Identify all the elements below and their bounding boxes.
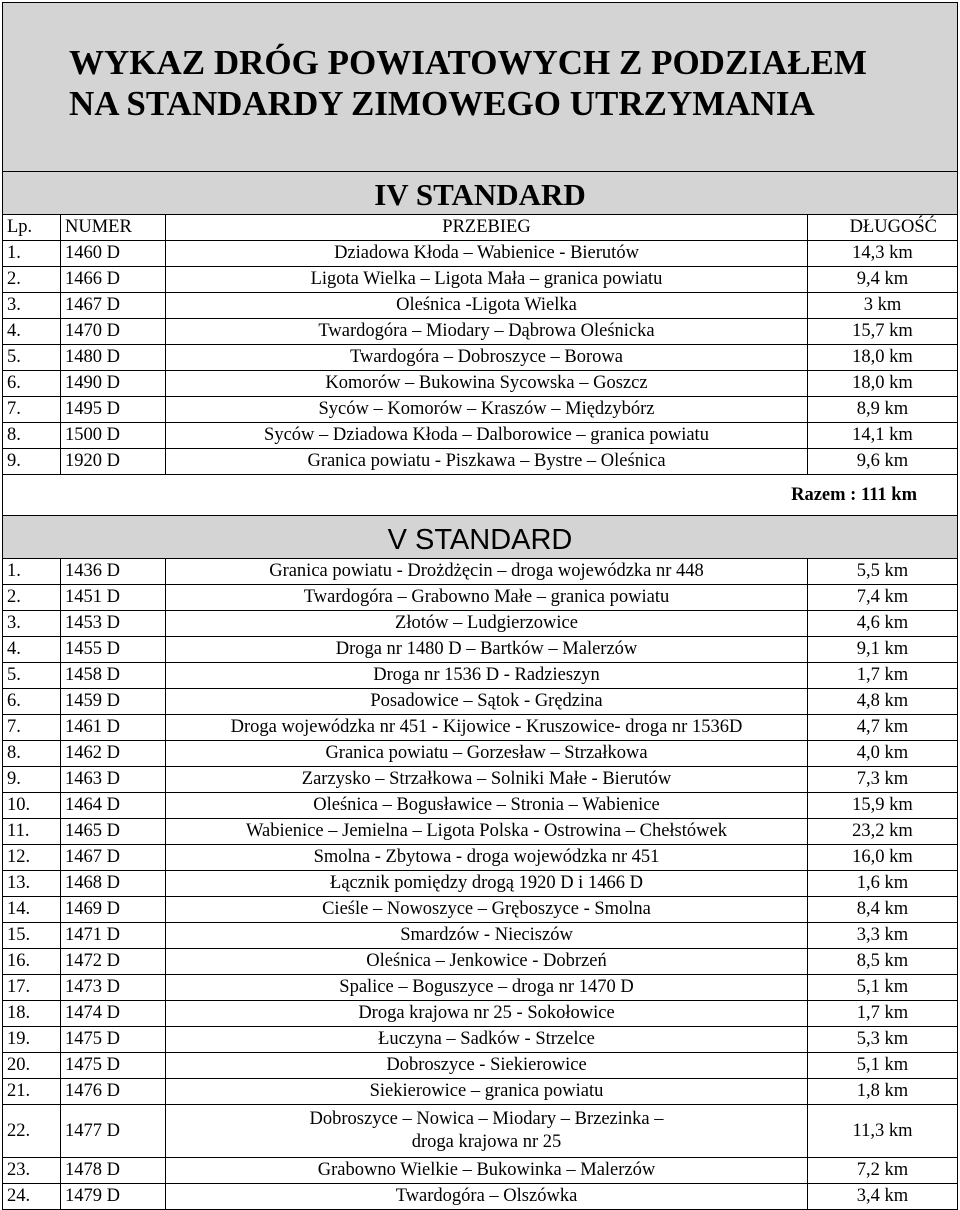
std4-lp-cell: 9.: [3, 449, 61, 475]
title-line-1: WYKAZ DRÓG POWIATOWYCH Z PODZIAŁEM: [69, 43, 867, 82]
std4-przebieg-cell: Komorów – Bukowina Sycowska – Goszcz: [166, 371, 808, 397]
header-przebieg: PRZEBIEG: [166, 215, 808, 241]
std5-numer-cell: 1459 D: [61, 689, 166, 715]
std5-lp-cell: 21.: [3, 1079, 61, 1105]
std5-lp-cell: 11.: [3, 819, 61, 845]
table-row: [3, 267, 958, 293]
std5-dlugosc-cell: 4,0 km: [808, 741, 958, 767]
std4-dlugosc-cell: 18,0 km: [808, 345, 958, 371]
std4-lp-cell: 6.: [3, 371, 61, 397]
std5-przebieg-cell: Granica powiatu - Drożdżęcin – droga wojewódzka nr 448: [166, 559, 808, 585]
std5-numer-cell: 1477 D: [61, 1105, 166, 1158]
standard-v-heading-row: [3, 516, 958, 559]
std4-przebieg-cell: Syców – Dziadowa Kłoda – Dalborowice – granica powiatu: [166, 423, 808, 449]
std5-dlugosc-cell: 5,3 km: [808, 1027, 958, 1053]
header-lp: Lp.: [3, 215, 61, 241]
std5-lp-cell: 12.: [3, 845, 61, 871]
document-title: [3, 3, 958, 172]
table-row: [3, 241, 958, 267]
std4-lp-cell: 8.: [3, 423, 61, 449]
table-row: [3, 819, 958, 845]
table-row: [3, 345, 958, 371]
std5-przebieg-cell: Granica powiatu – Gorzesław – Strzałkowa: [166, 741, 808, 767]
std5-dlugosc-cell: 9,1 km: [808, 637, 958, 663]
przebieg-line-1: Dobroszyce – Nowica – Miodary – Brzezinka –: [309, 1109, 664, 1129]
std5-lp-cell: 5.: [3, 663, 61, 689]
std5-lp-cell: 4.: [3, 637, 61, 663]
przebieg-line-2: droga krajowa nr 25: [411, 1132, 562, 1152]
std5-przebieg-cell: Droga krajowa nr 25 - Sokołowice: [166, 1001, 808, 1027]
std5-lp-cell: 22.: [3, 1105, 61, 1158]
std5-numer-cell: 1475 D: [61, 1027, 166, 1053]
std5-lp-cell: 19.: [3, 1027, 61, 1053]
std5-przebieg-cell: Oleśnica – Jenkowice - Dobrzeń: [166, 949, 808, 975]
table-row: [3, 1001, 958, 1027]
std5-dlugosc-cell: 4,7 km: [808, 715, 958, 741]
std5-przebieg-cell: Siekierowice – granica powiatu: [166, 1079, 808, 1105]
std4-lp-cell: 5.: [3, 345, 61, 371]
std5-przebieg-cell: [166, 1105, 808, 1158]
std5-dlugosc-cell: 23,2 km: [808, 819, 958, 845]
std5-lp-cell: 2.: [3, 585, 61, 611]
standard-iv-heading: IV STANDARD: [3, 172, 958, 215]
table-row: [3, 1079, 958, 1105]
std4-numer-cell: 1490 D: [61, 371, 166, 397]
table-row: [3, 1158, 958, 1184]
std4-numer-cell: 1460 D: [61, 241, 166, 267]
std5-lp-cell: 15.: [3, 923, 61, 949]
std4-lp-cell: 1.: [3, 241, 61, 267]
std4-lp-cell: 3.: [3, 293, 61, 319]
std5-przebieg-cell: Cieśle – Nowoszyce – Gręboszyce - Smolna: [166, 897, 808, 923]
road-table: [2, 2, 958, 1210]
table-row: [3, 1027, 958, 1053]
std5-numer-cell: 1469 D: [61, 897, 166, 923]
std4-przebieg-cell: Syców – Komorów – Kraszów – Międzybórz: [166, 397, 808, 423]
std5-przebieg-cell: Smardzów - Nieciszów: [166, 923, 808, 949]
table-row: [3, 767, 958, 793]
std5-przebieg-cell: Twardogóra – Grabowno Małe – granica powiatu: [166, 585, 808, 611]
std5-przebieg-cell: Droga wojewódzka nr 451 - Kijowice - Kruszowice- droga nr 1536D: [166, 715, 808, 741]
table-row: [3, 845, 958, 871]
std4-numer-cell: 1466 D: [61, 267, 166, 293]
std5-numer-cell: 1478 D: [61, 1158, 166, 1184]
std4-lp-cell: 4.: [3, 319, 61, 345]
std5-numer-cell: 1455 D: [61, 637, 166, 663]
header-dlugosc: DŁUGOŚĆ: [808, 215, 958, 241]
table-row: [3, 559, 958, 585]
std5-dlugosc-cell: 5,1 km: [808, 975, 958, 1001]
std5-dlugosc-cell: 7,3 km: [808, 767, 958, 793]
table-row: [3, 611, 958, 637]
std4-numer-cell: 1467 D: [61, 293, 166, 319]
standard-v-heading: V STANDARD: [3, 516, 958, 559]
table-row: [3, 871, 958, 897]
std4-dlugosc-cell: 9,6 km: [808, 449, 958, 475]
standard-iv-total: Razem : 111 km: [3, 475, 958, 516]
column-header-row: [3, 215, 958, 241]
header-numer: NUMER: [61, 215, 166, 241]
std4-numer-cell: 1495 D: [61, 397, 166, 423]
std5-dlugosc-cell: 3,3 km: [808, 923, 958, 949]
table-row: [3, 585, 958, 611]
table-row: [3, 663, 958, 689]
std5-numer-cell: 1461 D: [61, 715, 166, 741]
std5-przebieg-cell: Grabowno Wielkie – Bukowinka – Malerzów: [166, 1158, 808, 1184]
std5-lp-cell: 6.: [3, 689, 61, 715]
std5-numer-cell: 1468 D: [61, 871, 166, 897]
std4-dlugosc-cell: 8,9 km: [808, 397, 958, 423]
table-row: [3, 1184, 958, 1210]
std4-dlugosc-cell: 15,7 km: [808, 319, 958, 345]
table-row: [3, 741, 958, 767]
table-row: [3, 949, 958, 975]
std5-numer-cell: 1467 D: [61, 845, 166, 871]
table-row: [3, 715, 958, 741]
title-row: [3, 3, 958, 172]
std5-lp-cell: 9.: [3, 767, 61, 793]
std5-dlugosc-cell: 5,5 km: [808, 559, 958, 585]
std5-numer-cell: 1464 D: [61, 793, 166, 819]
std5-lp-cell: 3.: [3, 611, 61, 637]
std5-dlugosc-cell: 7,4 km: [808, 585, 958, 611]
std5-lp-cell: 23.: [3, 1158, 61, 1184]
table-row: [3, 293, 958, 319]
std5-lp-cell: 18.: [3, 1001, 61, 1027]
std4-lp-cell: 2.: [3, 267, 61, 293]
std5-przebieg-cell: Wabienice – Jemielna – Ligota Polska - Ostrowina – Chełstówek: [166, 819, 808, 845]
std5-dlugosc-cell: 15,9 km: [808, 793, 958, 819]
std5-przebieg-cell: Oleśnica – Bogusławice – Stronia – Wabienice: [166, 793, 808, 819]
std5-dlugosc-cell: 16,0 km: [808, 845, 958, 871]
standard-iv-total-row: [3, 475, 958, 516]
std5-numer-cell: 1471 D: [61, 923, 166, 949]
std5-lp-cell: 1.: [3, 559, 61, 585]
std5-numer-cell: 1475 D: [61, 1053, 166, 1079]
std5-lp-cell: 14.: [3, 897, 61, 923]
std4-przebieg-cell: Ligota Wielka – Ligota Mała – granica powiatu: [166, 267, 808, 293]
std4-przebieg-cell: Oleśnica -Ligota Wielka: [166, 293, 808, 319]
std5-lp-cell: 13.: [3, 871, 61, 897]
std5-przebieg-cell: Złotów – Ludgierzowice: [166, 611, 808, 637]
std4-dlugosc-cell: 14,1 km: [808, 423, 958, 449]
std5-przebieg-cell: Droga nr 1536 D - Radzieszyn: [166, 663, 808, 689]
std5-dlugosc-cell: 1,7 km: [808, 1001, 958, 1027]
std5-numer-cell: 1451 D: [61, 585, 166, 611]
std5-dlugosc-cell: 4,6 km: [808, 611, 958, 637]
std4-numer-cell: 1500 D: [61, 423, 166, 449]
std5-dlugosc-cell: 8,5 km: [808, 949, 958, 975]
std5-dlugosc-cell: 1,8 km: [808, 1079, 958, 1105]
table-row: [3, 637, 958, 663]
std5-przebieg-cell: Dobroszyce - Siekierowice: [166, 1053, 808, 1079]
std5-dlugosc-cell: 7,2 km: [808, 1158, 958, 1184]
std5-przebieg-cell: Zarzysko – Strzałkowa – Solniki Małe - Bierutów: [166, 767, 808, 793]
std4-dlugosc-cell: 9,4 km: [808, 267, 958, 293]
table-row: [3, 689, 958, 715]
std5-numer-cell: 1472 D: [61, 949, 166, 975]
std5-dlugosc-cell: 11,3 km: [808, 1105, 958, 1158]
std5-dlugosc-cell: 3,4 km: [808, 1184, 958, 1210]
std5-lp-cell: 7.: [3, 715, 61, 741]
std5-przebieg-cell: Łuczyna – Sadków - Strzelce: [166, 1027, 808, 1053]
table-row: [3, 975, 958, 1001]
table-row: [3, 371, 958, 397]
std4-przebieg-cell: Dziadowa Kłoda – Wabienice - Bierutów: [166, 241, 808, 267]
std5-dlugosc-cell: 4,8 km: [808, 689, 958, 715]
std5-dlugosc-cell: 1,6 km: [808, 871, 958, 897]
table-row: [3, 1105, 958, 1158]
std5-przebieg-cell: Droga nr 1480 D – Bartków – Malerzów: [166, 637, 808, 663]
std5-przebieg-cell: Posadowice – Sątok - Grędzina: [166, 689, 808, 715]
std5-numer-cell: 1476 D: [61, 1079, 166, 1105]
std5-numer-cell: 1436 D: [61, 559, 166, 585]
std5-lp-cell: 24.: [3, 1184, 61, 1210]
std5-numer-cell: 1463 D: [61, 767, 166, 793]
standard-iv-heading-row: [3, 172, 958, 215]
std5-lp-cell: 20.: [3, 1053, 61, 1079]
std5-numer-cell: 1474 D: [61, 1001, 166, 1027]
std4-dlugosc-cell: 18,0 km: [808, 371, 958, 397]
std5-numer-cell: 1453 D: [61, 611, 166, 637]
std5-lp-cell: 8.: [3, 741, 61, 767]
table-row: [3, 449, 958, 475]
table-row: [3, 397, 958, 423]
std5-lp-cell: 17.: [3, 975, 61, 1001]
std4-przebieg-cell: Twardogóra – Miodary – Dąbrowa Oleśnicka: [166, 319, 808, 345]
std5-numer-cell: 1465 D: [61, 819, 166, 845]
std5-dlugosc-cell: 1,7 km: [808, 663, 958, 689]
table-row: [3, 923, 958, 949]
std4-numer-cell: 1470 D: [61, 319, 166, 345]
std5-lp-cell: 10.: [3, 793, 61, 819]
std4-dlugosc-cell: 14,3 km: [808, 241, 958, 267]
table-row: [3, 319, 958, 345]
table-row: [3, 1053, 958, 1079]
road-list-document: [2, 2, 958, 1210]
std5-przebieg-cell: Łącznik pomiędzy drogą 1920 D i 1466 D: [166, 871, 808, 897]
std4-dlugosc-cell: 3 km: [808, 293, 958, 319]
title-line-2: NA STANDARDY ZIMOWEGO UTRZYMANIA: [69, 84, 815, 123]
std5-dlugosc-cell: 5,1 km: [808, 1053, 958, 1079]
std4-numer-cell: 1920 D: [61, 449, 166, 475]
std5-numer-cell: 1479 D: [61, 1184, 166, 1210]
std5-numer-cell: 1462 D: [61, 741, 166, 767]
std5-numer-cell: 1458 D: [61, 663, 166, 689]
std4-lp-cell: 7.: [3, 397, 61, 423]
std4-przebieg-cell: Twardogóra – Dobroszyce – Borowa: [166, 345, 808, 371]
std5-lp-cell: 16.: [3, 949, 61, 975]
std4-numer-cell: 1480 D: [61, 345, 166, 371]
table-row: [3, 897, 958, 923]
std5-przebieg-cell: Twardogóra – Olszówka: [166, 1184, 808, 1210]
std5-dlugosc-cell: 8,4 km: [808, 897, 958, 923]
std5-numer-cell: 1473 D: [61, 975, 166, 1001]
std5-przebieg-cell: Spalice – Boguszyce – droga nr 1470 D: [166, 975, 808, 1001]
table-row: [3, 793, 958, 819]
std5-przebieg-cell: Smolna - Zbytowa - droga wojewódzka nr 451: [166, 845, 808, 871]
table-row: [3, 423, 958, 449]
std4-przebieg-cell: Granica powiatu - Piszkawa – Bystre – Oleśnica: [166, 449, 808, 475]
